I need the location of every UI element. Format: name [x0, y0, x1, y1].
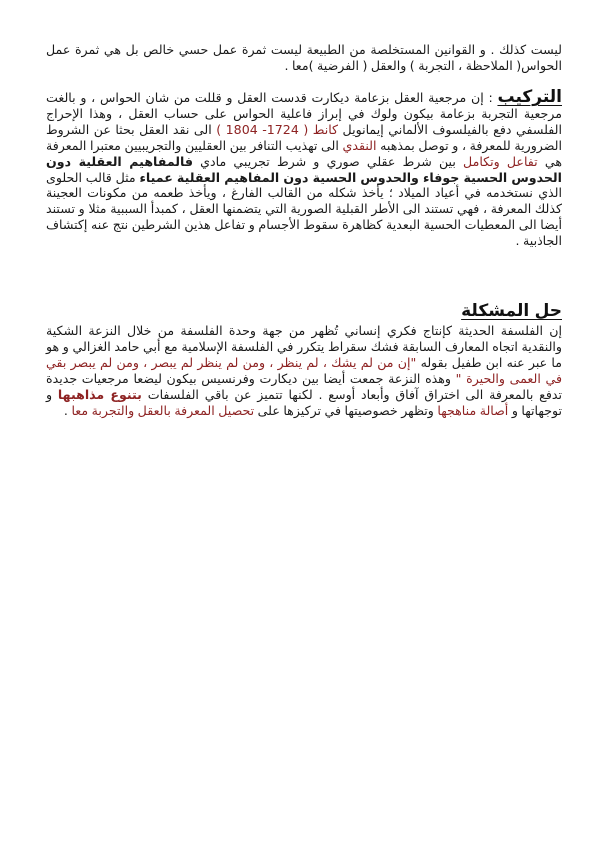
solution-text-5: .	[63, 402, 68, 418]
synthesis-heading: التركيب	[497, 87, 562, 107]
solution-heading: حل المشكلة	[461, 301, 562, 321]
synthesis-text-2: الى نقد العقل بحثا عن الشروط الضرورية للمعرفة ، و توصل بمذهبه	[46, 121, 562, 153]
kant-reference: كانط ( 1724- 1804 )	[216, 121, 339, 137]
ibn-tufayl-quote: "إن من لم يشك ، لم ينظر ، ومن لم ينظر لم يبصر ، ومن لم يبصر بقي في العمى والحيرة "	[46, 354, 562, 386]
solution-text-1: إن الفلسفة الحديثة كإنتاج فكري إنساني تُظهر من جهة وحدة الفلسفة من خلال النزعة الشكية والنقدية اتجاه المعارف السابقة فشك سقراط يتكرر في الفلسفة الإسلامية مع أبي حامد الغزالي و هو ما عبر عنه ابن طفيل بقوله	[46, 323, 562, 370]
synthesis-text-1: : إن مرجعية العقل بزعامة ديكارت قدست العقل و قللت من شان الحواس ، و بالغت مرجعية التجربة بزعامة بيكون ولوك في إبراز فاعلية الحواس على حساب العقل ، وهذا الإحراج الفلسفي دفع بالفيلسوف الألماني إيمانويل	[46, 90, 562, 137]
solution-section	[46, 300, 562, 418]
originality-term: أصالة مناهجها	[437, 402, 509, 418]
interaction-term: تفاعل وتكامل	[463, 153, 538, 169]
synthesis-section	[46, 87, 562, 249]
synthesis-text-5: مثل قالب الحلوى الذي نستخدمه في أعياد الميلاد ؛ يأخذ شكله من القالب الفارغ ، ويأخذ طعمه من مكونات العجينة كذلك المعرفة ، فهي تستند الى الأطر القبلية الصورية التي يتضمنها العقل ، كمبدأ السببية مثلا و تستند أيضا الى المعطيات الحسية البعدية كظاهرة سقوط الأجسام و تفاعل هذين الشرطين نتج عنه إكتشاف الجاذبية .	[46, 169, 562, 249]
kant-quote: فالمفاهيم العقلية دون الحدوس الحسية جوفاء والحدوس الحسية دون المفاهيم العقلية عمياء	[46, 153, 562, 185]
diversity-term: بتنوع مذاهبها	[57, 386, 142, 402]
critical-doctrine-term: النقدي	[342, 137, 377, 153]
solution-text-4: وتظهر خصوصيتها في تركيزها على	[254, 402, 434, 418]
intro-text: ليست كذلك . و القوانين المستخلصة من الطبيعة ليست ثمرة عمل حسي خالص بل هي ثمرة عمل الحواس( الملاحظة ، التجربة ) والعقل ( الفرضية )معا .	[46, 42, 562, 73]
synthesis-text-3: الى تهذيب التنافر بين العقليين والتجريبيين معتبرا المعرفة هي	[46, 137, 562, 169]
solution-text-3: و توجهاتها و	[46, 386, 562, 418]
knowledge-acquisition-term: تحصيل المعرفة بالعقل والتجربة معا	[71, 402, 255, 418]
solution-text-2: وهذه النزعة جمعت أيضا بين ديكارت وفرنسيس بيكون ليضعا مرجعيات جديدة تدفع بالمعرفة الى اختراق آفاق وأبعاد أوسع . لكنها تتميز عن باقي الفلسفات	[46, 370, 562, 402]
intro-paragraph	[46, 42, 562, 74]
synthesis-text-4: بين شرط عقلي صوري و شرط تجريبي مادي	[193, 153, 456, 169]
